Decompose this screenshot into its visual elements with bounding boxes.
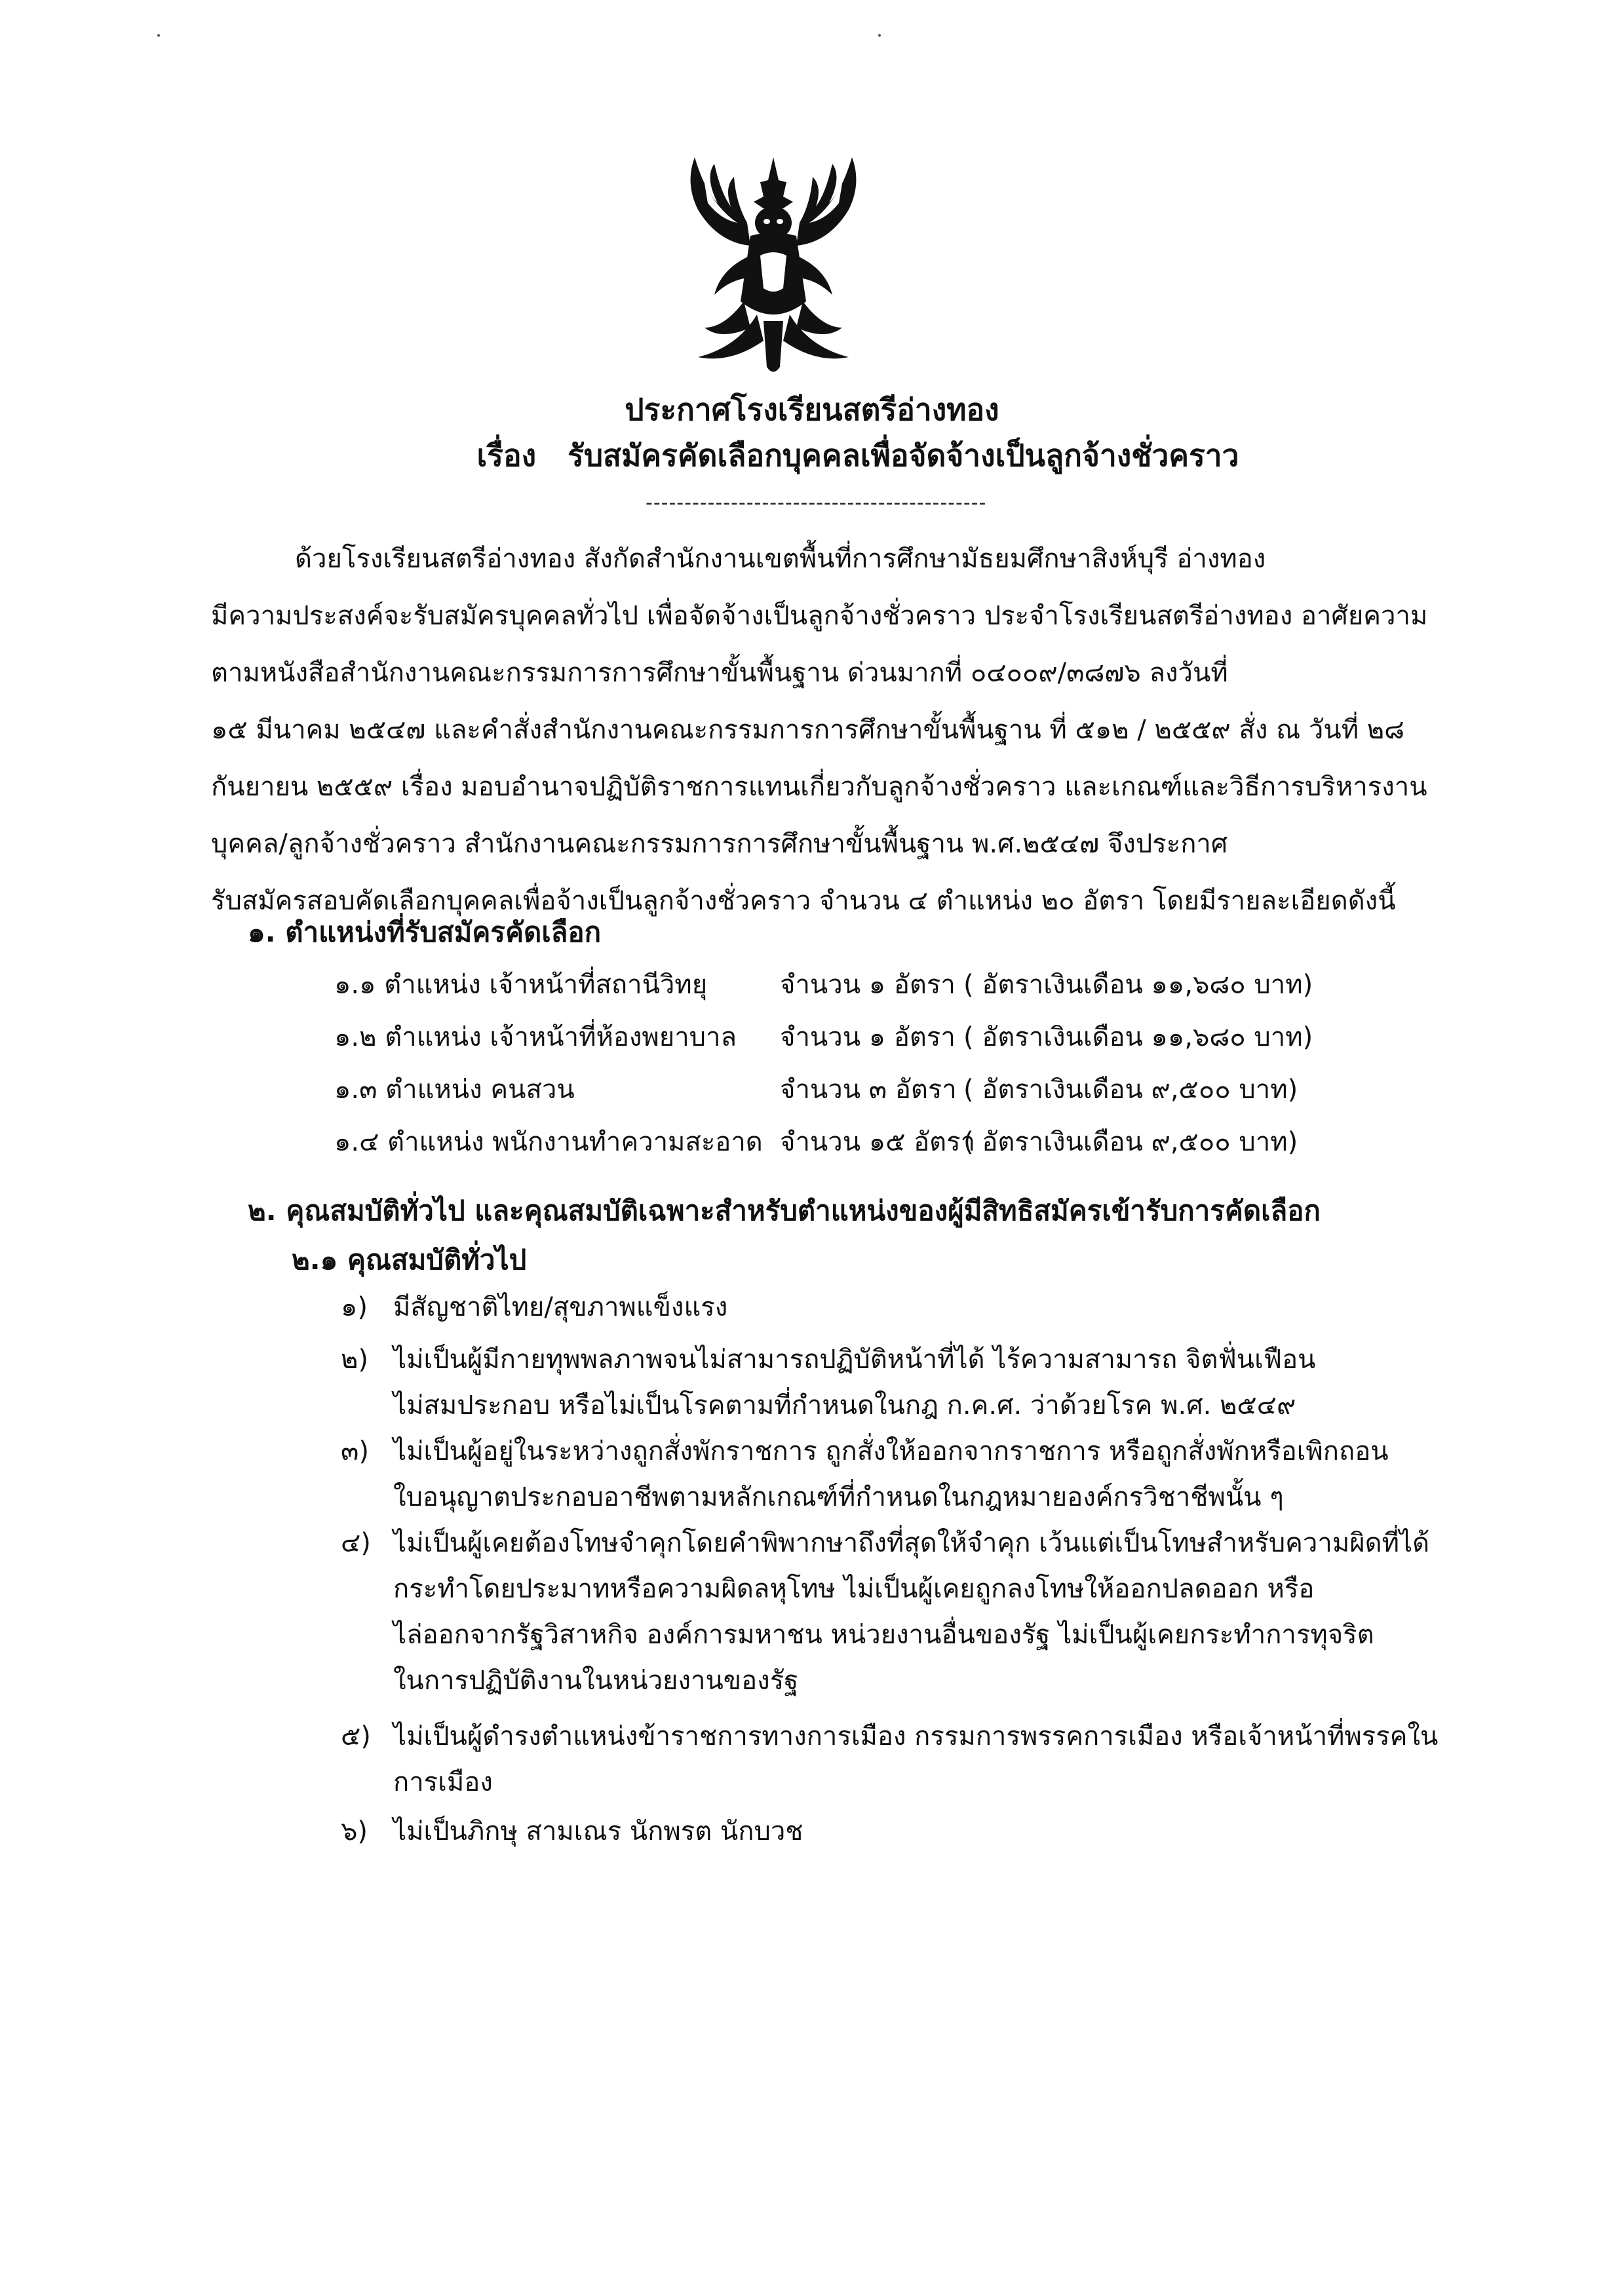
scan-speck xyxy=(878,34,881,37)
qualification-item xyxy=(341,1337,1468,1428)
section2-heading: ๒. คุณสมบัติทั่วไป และคุณสมบัติเฉพาะสำหรับตำแหน่งของผู้มีสิทธิสมัครเข้ารับการคัดเลือก xyxy=(248,1195,1321,1227)
announcement-title-block xyxy=(0,387,1624,478)
section2-subheading: ๒.๑ คุณสมบัติทั่วไป xyxy=(292,1244,527,1276)
intro-line: ด้วยโรงเรียนสตรีอ่างทอง สังกัดสำนักงานเขตพื้นที่การศึกษามัธยมศึกษาสิงห์บุรี อ่างทอง xyxy=(295,544,1266,574)
position-salary: ( อัตราเงินเดือน ๑๑,๖๘๐ บาท) xyxy=(963,970,1313,1000)
announcement-subject-line xyxy=(0,432,1624,478)
qualification-number: ๕) xyxy=(341,1721,371,1751)
position-row xyxy=(334,1068,1579,1114)
intro-line: ๑๕ มีนาคม ๒๕๔๗ และคำสั่งสำนักงานคณะกรรมการการศึกษาขั้นพื้นฐาน ที่ ๕๑๒ / ๒๕๕๙ สั่ง ณ วันที่ ๒๘ xyxy=(211,715,1405,745)
qualification-line: ใบอนุญาตประกอบอาชีพตามหลักเกณฑ์ที่กำหนดในกฎหมายองค์กรวิชาชีพนั้น ๆ xyxy=(393,1482,1284,1512)
position-row xyxy=(334,1120,1579,1166)
intro-line: กันยายน ๒๕๕๙ เรื่อง มอบอำนาจปฏิบัติราชการแทนเกี่ยวกับลูกจ้างชั่วคราว และเกณฑ์และวิธีการบริหารงาน xyxy=(211,772,1427,802)
qualification-item xyxy=(341,1713,1468,1805)
qualification-number: ๖) xyxy=(341,1816,368,1846)
subject-text: รับสมัครคัดเลือกบุคคลเพื่อจัดจ้างเป็นลูกจ้างชั่วคราว xyxy=(568,438,1239,473)
position-count: จำนวน ๑๕ อัตรา xyxy=(780,1127,976,1157)
qualification-line: ไม่สมประกอบ หรือไม่เป็นโรคตามที่กำหนดในกฎ ก.ค.ศ. ว่าด้วยโรค พ.ศ. ๒๕๔๙ xyxy=(393,1390,1296,1421)
qualification-line: การเมือง xyxy=(393,1767,493,1797)
qualification-number: ๓) xyxy=(341,1436,369,1466)
qualification-number: ๑) xyxy=(341,1292,368,1322)
intro-paragraph xyxy=(211,531,1460,930)
position-title: ๑.๒ ตำแหน่ง เจ้าหน้าที่ห้องพยาบาล xyxy=(334,1022,737,1052)
qualification-item xyxy=(341,1428,1468,1520)
intro-line: มีความประสงค์จะรับสมัครบุคคลทั่วไป เพื่อจัดจ้างเป็นลูกจ้างชั่วคราว ประจำโรงเรียนสตรีอ่างทอง อาศัยความ xyxy=(211,601,1428,631)
qualification-line: กระทำโดยประมาทหรือความผิดลหุโทษ ไม่เป็นผู้เคยถูกลงโทษให้ออกปลดออก หรือ xyxy=(393,1574,1315,1604)
qualification-line: ไม่เป็นผู้มีกายทุพพลภาพจนไม่สามารถปฏิบัติหน้าที่ได้ ไร้ความสามารถ จิตฟั่นเฟือน xyxy=(393,1345,1316,1375)
qualification-number: ๒) xyxy=(341,1345,368,1375)
intro-line: ตามหนังสือสำนักงานคณะกรรมการการศึกษาขั้นพื้นฐาน ด่วนมากที่ ๐๔๐๐๙/๓๘๗๖ ลงวันที่ xyxy=(211,658,1228,688)
position-title: ๑.๓ ตำแหน่ง คนสวน xyxy=(334,1075,575,1105)
qualification-item xyxy=(341,1284,1468,1330)
qualification-item xyxy=(341,1520,1468,1710)
intro-line: รับสมัครสอบคัดเลือกบุคคลเพื่อจ้างเป็นลูกจ้างชั่วคราว จำนวน ๔ ตำแหน่ง ๒๐ อัตรา โดยมีรายละเอียดดังนี้ xyxy=(211,886,1396,916)
qualification-line: ไล่ออกจากรัฐวิสาหกิจ องค์การมหาชน หน่วยงานอื่นของรัฐ ไม่เป็นผู้เคยกระทำการทุจริต xyxy=(393,1620,1374,1650)
garuda-emblem-icon xyxy=(659,131,888,393)
position-salary: ( อัตราเงินเดือน ๙,๕๐๐ บาท) xyxy=(963,1127,1298,1157)
position-count: จำนวน ๑ อัตรา xyxy=(780,970,956,1000)
qualification-line: มีสัญชาติไทย/สุขภาพแข็งแรง xyxy=(393,1292,728,1322)
announcement-title: ประกาศโรงเรียนสตรีอ่างทอง xyxy=(625,392,999,427)
position-count: จำนวน ๓ อัตรา xyxy=(780,1075,957,1105)
position-row xyxy=(334,1016,1579,1062)
intro-line: บุคคล/ลูกจ้างชั่วคราว สำนักงานคณะกรรมการการศึกษาขั้นพื้นฐาน พ.ศ.๒๕๔๗ จึงประกาศ xyxy=(211,829,1228,859)
position-salary: ( อัตราเงินเดือน ๑๑,๖๘๐ บาท) xyxy=(963,1022,1313,1052)
position-count: จำนวน ๑ อัตรา xyxy=(780,1022,956,1052)
position-title: ๑.๔ ตำแหน่ง พนักงานทำความสะอาด xyxy=(334,1127,763,1157)
qualification-line: ไม่เป็นภิกษุ สามเณร นักพรต นักบวช xyxy=(393,1816,803,1846)
qualification-line: ไม่เป็นผู้ดำรงตำแหน่งข้าราชการทางการเมือง กรรมการพรรคการเมือง หรือเจ้าหน้าที่พรรคใน xyxy=(393,1721,1439,1751)
qualification-line: ไม่เป็นผู้เคยต้องโทษจำคุกโดยคำพิพากษาถึงที่สุดให้จำคุก เว้นแต่เป็นโทษสำหรับความผิดที่ได้ xyxy=(393,1528,1430,1558)
qualification-line: ในการปฏิบัติงานในหน่วยงานของรัฐ xyxy=(393,1666,799,1696)
position-salary: ( อัตราเงินเดือน ๙,๕๐๐ บาท) xyxy=(963,1075,1298,1105)
qualification-line: ไม่เป็นผู้อยู่ในระหว่างถูกสั่งพักราชการ ถูกสั่งให้ออกจากราชการ หรือถูกสั่งพักหรือเพิกถอน xyxy=(393,1436,1389,1466)
position-title: ๑.๑ ตำแหน่ง เจ้าหน้าที่สถานีวิทยุ xyxy=(334,970,708,1000)
qualification-item xyxy=(341,1808,1468,1854)
scan-speck xyxy=(157,34,160,37)
subject-label: เรื่อง xyxy=(476,438,537,473)
qualification-number: ๔) xyxy=(341,1528,371,1558)
title-divider: -------------------------------------------- xyxy=(646,491,987,514)
section1-heading: ๑. ตำแหน่งที่รับสมัครคัดเลือก xyxy=(248,916,602,948)
position-row xyxy=(334,963,1579,1009)
